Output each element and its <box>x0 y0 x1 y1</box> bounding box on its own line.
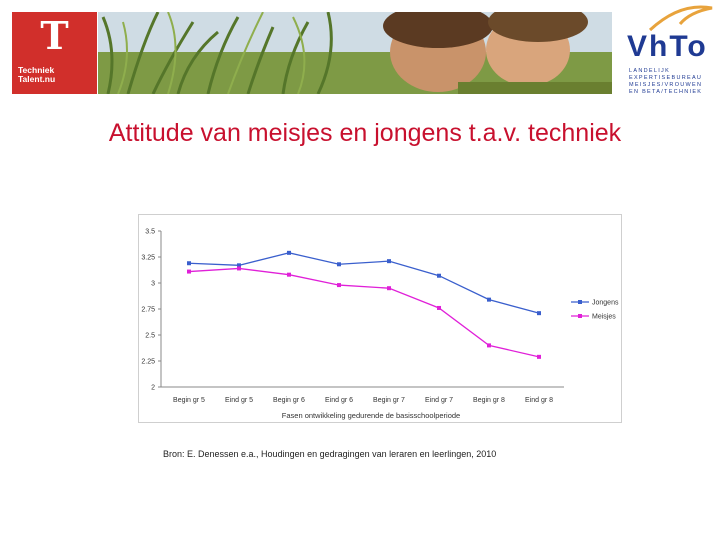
techniektalent-logo-text <box>18 66 55 84</box>
series-line-jongens <box>189 253 539 313</box>
data-point-jongens <box>187 261 191 265</box>
vhto-tag-line: EXPERTISEBUREAU <box>629 75 703 81</box>
legend-label-jongens: Jongens <box>592 299 619 307</box>
x-tick-label: Begin gr 8 <box>473 397 505 404</box>
x-tick-label: Eind gr 7 <box>424 397 454 404</box>
x-tick-label: Eind gr 8 <box>524 397 554 404</box>
data-point-jongens <box>437 274 441 278</box>
chart-legend <box>571 300 619 321</box>
legend-entry-jongens <box>571 300 619 307</box>
vhto-mark: VhTo <box>627 30 708 63</box>
x-tick-label: Begin gr 7 <box>373 397 405 404</box>
data-point-jongens <box>387 259 391 263</box>
y-tick-label: 3.25 <box>141 254 155 262</box>
chart-canvas <box>139 215 621 422</box>
legend-marker-meisjes <box>578 314 582 318</box>
data-point-jongens <box>537 311 541 315</box>
techniektalent-t-icon: T <box>40 13 69 58</box>
y-axis <box>141 229 161 392</box>
vhto-tagline <box>629 68 719 96</box>
header-banner <box>0 0 720 100</box>
source-citation: Bron: E. Denessen e.a., Houdingen en gedragingen van leraren en leerlingen, 2010 <box>163 449 497 459</box>
data-point-meisjes <box>437 306 441 310</box>
techniektalent-logo[interactable] <box>12 12 97 94</box>
x-tick-label: Begin gr 6 <box>273 397 305 404</box>
vhto-tag-line: LANDELIJK <box>629 68 671 74</box>
data-point-meisjes <box>537 355 541 359</box>
data-point-meisjes <box>337 283 341 287</box>
data-point-jongens <box>337 262 341 266</box>
x-axis <box>161 387 564 404</box>
y-tick-label: 2.25 <box>141 358 155 366</box>
data-point-jongens <box>487 298 491 302</box>
x-axis-title: Fasen ontwikkeling gedurende de basisschoolperiode <box>281 411 461 420</box>
logo-line-1: Techniek <box>18 65 55 75</box>
y-tick-label: 2.75 <box>141 306 155 314</box>
line-chart <box>138 214 622 423</box>
x-tick-label: Eind gr 5 <box>224 397 254 404</box>
chart-series <box>187 251 541 359</box>
legend-marker-jongens <box>578 300 582 304</box>
vhto-logo[interactable] <box>620 0 720 100</box>
data-point-meisjes <box>487 343 491 347</box>
vhto-tag-line: EN BETA/TECHNIEK <box>629 89 703 95</box>
photo-illustration <box>98 12 612 94</box>
data-point-meisjes <box>387 286 391 290</box>
data-point-meisjes <box>187 270 191 274</box>
y-tick-label: 2 <box>151 384 155 392</box>
vhto-tag-line: MEISJES/VROUWEN <box>629 82 703 88</box>
legend-label-meisjes: Meisjes <box>592 313 616 321</box>
data-point-jongens <box>287 251 291 255</box>
series-line-meisjes <box>189 268 539 356</box>
y-tick-label: 3.5 <box>145 228 155 236</box>
data-point-meisjes <box>287 273 291 277</box>
data-point-meisjes <box>237 266 241 270</box>
y-tick-label: 2.5 <box>145 332 155 340</box>
x-tick-label: Begin gr 5 <box>173 397 205 404</box>
legend-entry-meisjes <box>571 314 616 321</box>
logo-line-2: Talent.nu <box>18 74 56 84</box>
y-tick-label: 3 <box>151 280 155 288</box>
x-tick-label: Eind gr 6 <box>324 397 354 404</box>
slide-title: Attitude van meisjes en jongens t.a.v. techniek <box>108 119 622 147</box>
children-in-grass-photo <box>98 12 612 94</box>
